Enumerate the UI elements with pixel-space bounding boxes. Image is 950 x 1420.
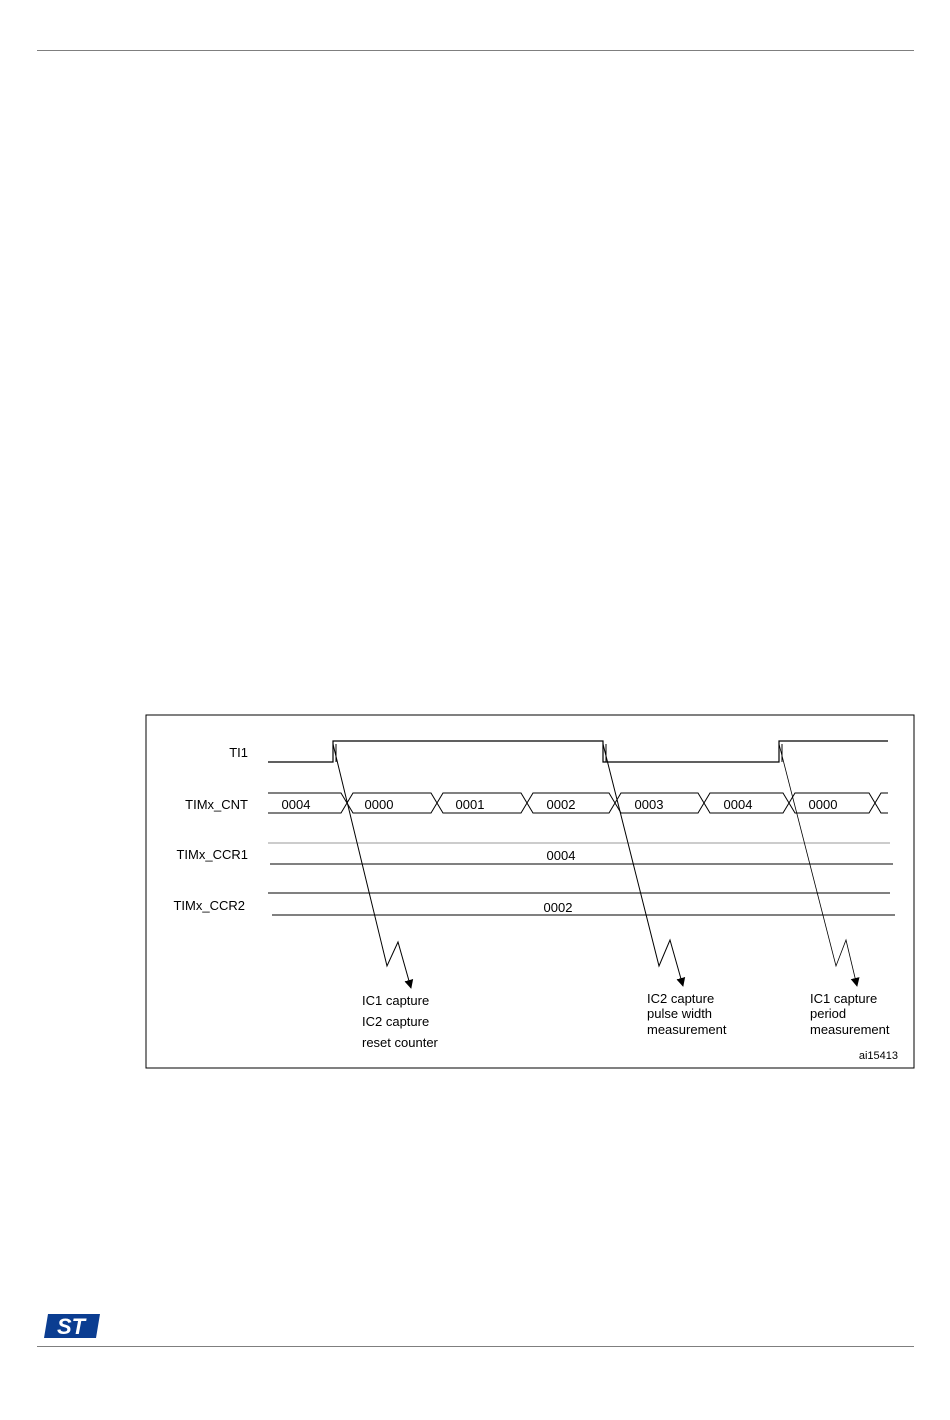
ccr1-value: 0004 xyxy=(546,848,576,863)
arrow-ic1-period xyxy=(779,744,857,986)
cnt-value: 0000 xyxy=(808,797,838,812)
cnt-value: 0001 xyxy=(455,797,485,812)
cnt-value: 0004 xyxy=(723,797,753,812)
annotation-pulse-width: pulse width xyxy=(647,1006,713,1021)
ccr2-value: 0002 xyxy=(543,900,573,915)
label-timx-ccr2: TIMx_CCR2 xyxy=(173,898,245,913)
cnt-bus xyxy=(268,793,888,813)
logo-text: ST xyxy=(56,1314,86,1339)
annotation-reset-counter: reset counter xyxy=(362,1035,438,1050)
label-timx-ccr1: TIMx_CCR1 xyxy=(176,847,248,862)
annotation-ic1-capture: IC1 capture xyxy=(810,991,878,1006)
st-logo xyxy=(44,1312,100,1340)
cnt-value: 0003 xyxy=(634,797,664,812)
annotation-ic2-capture: IC2 capture xyxy=(362,1014,430,1029)
cnt-value: 0004 xyxy=(281,797,311,812)
annotation-measurement: measurement xyxy=(647,1022,727,1037)
annotation-period: period xyxy=(810,1006,847,1021)
figure-id: ai15413 xyxy=(858,1050,898,1062)
cnt-value: 0002 xyxy=(546,797,576,812)
diagram-frame xyxy=(146,715,914,1068)
footer-rule xyxy=(37,1346,914,1347)
label-timx-cnt: TIMx_CNT xyxy=(185,797,248,812)
annotation-measurement: measurement xyxy=(810,1022,890,1037)
arrow-ic1-ic2-capture xyxy=(333,744,411,988)
annotation-ic1-capture: IC1 capture xyxy=(362,993,430,1008)
annotation-ic2-capture: IC2 capture xyxy=(647,991,715,1006)
cnt-value: 0000 xyxy=(364,797,394,812)
arrow-ic2-capture xyxy=(603,744,683,986)
ti1-waveform xyxy=(268,741,888,762)
label-ti1: TI1 xyxy=(229,745,248,760)
